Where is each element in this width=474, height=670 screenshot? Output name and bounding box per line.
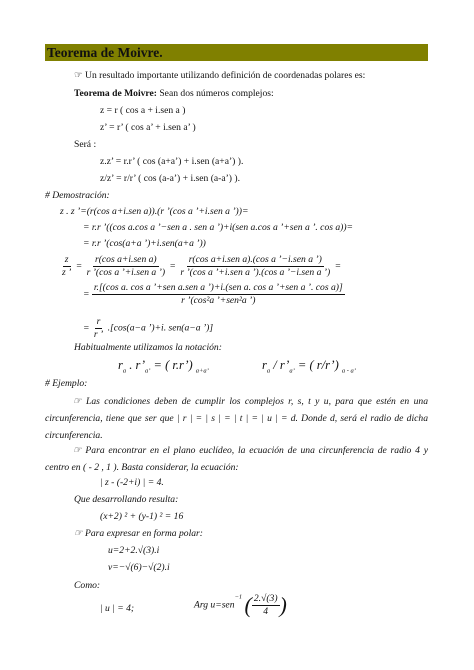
notation-product: $r_a$ . $r’_{a’}$ = ( r.r’) $_{a+a’}$ xyxy=(118,358,209,375)
abs-u: | u | = 4; xyxy=(100,603,135,614)
fraction-numerator: r(cos a+i.sen a).(cos a ’−i.sen a ’) xyxy=(188,254,322,265)
fraction-numerator: r(cos a+i.sen a) xyxy=(95,254,157,265)
fraction-right xyxy=(178,254,332,279)
fraction-denominator: r ’(cos²a ’+sen²a ’) xyxy=(181,294,256,306)
pointing-hand-icon: ☞ xyxy=(74,70,83,81)
polar-intro-text: Para expresar en forma polar: xyxy=(85,528,203,539)
ejemplo-paragraph-2 xyxy=(45,442,428,476)
arg-u-prefix: Arg u=sen xyxy=(194,599,235,611)
ejemplo-paragraph-1 xyxy=(45,393,428,444)
fraction-denominator: r ’(cos a ’+i.sen a ’).(cos a ’−i.sen a ’) xyxy=(180,266,331,278)
fraction-expanded xyxy=(92,282,345,307)
ejemplo-paragraph-2-text: Para encontrar en el plano euclídeo, la ecuación de una circunferencia de radio 4 y centro en ( - 2 , 1 ). Basta considerar, la ecuación: xyxy=(45,445,428,473)
theorem-label: Teorema de Moivre: xyxy=(74,88,157,99)
que-desarrollando: Que desarrollando resulta: xyxy=(74,494,179,505)
arg-u-exponent: −1 xyxy=(234,593,243,601)
ejemplo-heading: # Ejemplo: xyxy=(45,378,88,389)
pointing-hand-icon: ☞ xyxy=(73,396,82,407)
theorem-text: Sean dos números complejos: xyxy=(156,88,274,99)
demo-line-1: z . z ’=(r(cos a+i.sen a)).(r ’(cos a ’+i.sen a ’))= xyxy=(60,206,249,217)
pointing-hand-icon: ☞ xyxy=(74,528,83,539)
fraction-numerator: z xyxy=(64,254,69,265)
page-title: Teorema de Moivre. xyxy=(47,45,163,60)
fraction-middle xyxy=(85,254,167,279)
intro-text: Un resultado importante utilizando definición de coordenadas polares es: xyxy=(85,70,366,81)
title-banner xyxy=(45,44,428,61)
circle-equation: | z - (-2+i) | = 4. xyxy=(100,477,164,488)
fraction-denominator: z ’ xyxy=(62,266,72,278)
notation-quotient: $r_a$ / $r’_{a’}$ = ( r/r’) $_{a - a’}$ xyxy=(262,358,356,375)
fraction-r-over-rprime xyxy=(92,316,105,341)
pointing-hand-icon: ☞ xyxy=(73,445,82,456)
arg-u-formula xyxy=(194,593,287,618)
demo-line-4: $\frac{z}{z ’}$ = $\frac{\text{r(cos a+i.sen a)}}{\text{r ’(cos a ’+i.sen a ’)}}$ = $\frac{\text{r(cos a+i.sen a).(cos a ’−i.sen a ’)}}{\text{r ’(cos a ’+i.sen a ’).(cos a ’−i.sen a ’)}}$ = xyxy=(62,254,342,278)
demo-line-6: = $\frac{r}{r ’}$ .[cos(a−a ’)+i. sen(a−a ’)] xyxy=(83,316,214,340)
quotient-formula: z/z’ = r/r’ ( cos (a-a’) + i.sen (a-a’) ). xyxy=(100,173,240,184)
theorem-line xyxy=(74,88,274,100)
demo-line-2: = r.r ’((cos a.cos a ’−sen a . sen a ’)+i(sen a.cos a ’+sen a ’. cos a))= xyxy=(83,222,354,233)
arg-u-fraction xyxy=(252,593,280,618)
z-definition: z = r ( cos a + i.sen a ) xyxy=(100,105,186,116)
fraction-numerator: r xyxy=(96,316,101,327)
demo-heading: # Demostración: xyxy=(45,190,110,201)
u-equation: u=2+2.√(3).i xyxy=(108,545,160,556)
polar-intro-line xyxy=(74,528,203,540)
fraction-z-over-zprime xyxy=(60,254,73,279)
demo-line-6-rest: .[cos(a−a ’)+i. sen(a−a ’)] xyxy=(107,322,214,334)
demo-line-3: = r.r ’(cos(a+a ’)+i.sen(a+a ’)) xyxy=(83,238,206,249)
fraction-denominator: 4 xyxy=(263,605,269,617)
demo-line-5: = r.[(cos a. cos a ’+sen a.sen a ’)+i.(sen a. cos a ’+sen a ’. cos a)] r ’(cos²a ’+sen²a ’) xyxy=(83,282,343,306)
close-paren: ) xyxy=(279,592,287,618)
cartesian-equation: (x+2) ² + (y-1) ² = 16 xyxy=(100,511,184,522)
como-label: Como: xyxy=(74,580,101,591)
fraction-denominator: r ’(cos a ’+i.sen a ’) xyxy=(86,266,166,278)
ejemplo-paragraph-1-text: Las condiciones deben de cumplir los complejos r, s, t y u, para que estén en una circunferencia, tiene que ser que | r | = | s | = | t | = | u | = d. Donde d, será el radio de dicha circunferencia. xyxy=(45,396,428,441)
z-prime-definition: z’ = r’ ( cos a’ + i.sen a’ ) xyxy=(100,122,196,133)
fraction-denominator: r ’ xyxy=(93,328,104,340)
sera-label: Será : xyxy=(74,139,97,150)
fraction-numerator: r.[(cos a. cos a ’+sen a.sen a ’)+i.(sen a. cos a ’+sen a ’. cos a)] xyxy=(93,282,343,293)
open-paren: ( xyxy=(244,592,252,618)
intro-line xyxy=(74,70,365,82)
habitual-text: Habitualmente utilizamos la notación: xyxy=(74,342,222,353)
fraction-numerator: 2.√(3) xyxy=(253,593,278,604)
v-equation: v=−√(6)−√(2).i xyxy=(108,562,170,573)
product-formula: z.z’ = r.r’ ( cos (a+a’) + i.sen (a+a’) ). xyxy=(100,156,244,167)
